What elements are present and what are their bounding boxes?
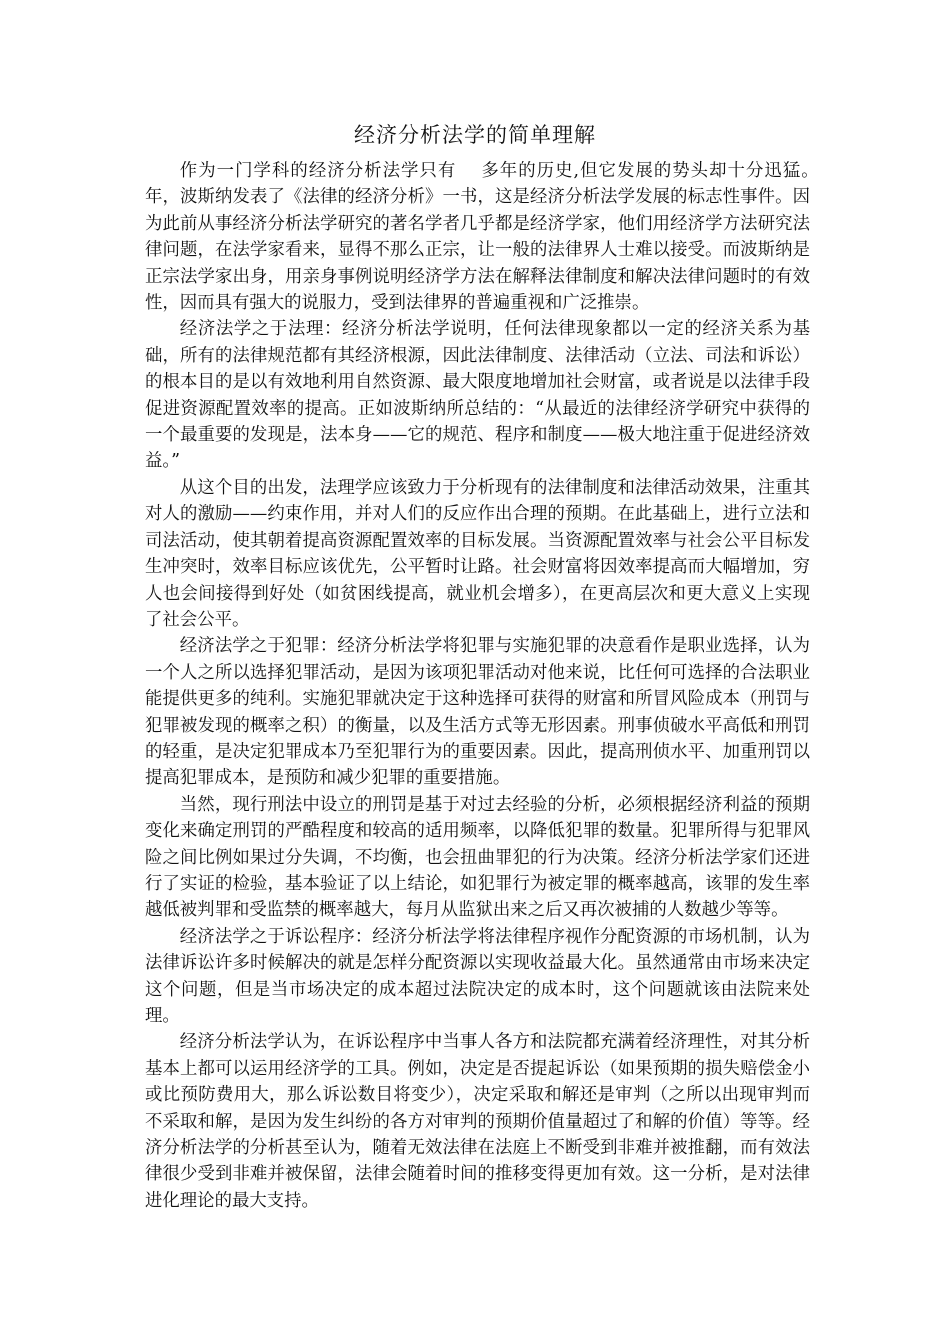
paragraph-efficiency-goal: 从这个目的出发，法理学应该致力于分析现有的法律制度和法律活动效果，注重其对人的激励——约束作用，并对人们的反应作出合理的预期。在此基础上，进行立法和司法活动，使其朝着提高资源配置效率的目标发展。当资源配置效率与社会公平目标发生冲突时，效率目标应该优先，公平暂时让路。社会财富将因效率提高而大幅增加，穷人也会间接得到好处（如贫困线提高，就业机会增多），在更高层次和更大意义上实现了社会公平。 xyxy=(145,477,810,630)
paragraph-conclusion: 经济分析法学认为，在诉讼程序中当事人各方和法院都充满着经济理性，对其分析基本上都可以运用经济学的工具。例如，决定是否提起诉讼（如果预期的损失赔偿金小或比预防费用大，那么诉讼数目将变少），决定采取和解还是审判（之所以出现审判而不采取和解，是因为发生纠纷的各方对审判的预期价值量超过了和解的价值）等等。经济分析法学的分析甚至认为，随着无效法律在法庭上不断受到非难并被推翻，而有效法律很少受到非难并被保留，法律会随着时间的推移变得更加有效。这一分析，是对法律进化理论的最大支持。 xyxy=(145,1032,810,1211)
paragraph-jurisprudence: 经济法学之于法理：经济分析法学说明，任何法律现象都以一定的经济关系为基础，所有的法律规范都有其经济根源，因此法律制度、法律活动（立法、司法和诉讼）的根本目的是以有效地利用自然资源、最大限度地增加社会财富，或者说是以法律手段促进资源配置效率的提高。正如波斯纳所总结的：“从最近的法律经济学研究中获得的一个最重要的发现是，法本身——它的规范、程序和制度——极大地注重于促进经济效益。” xyxy=(145,319,810,472)
paragraph-intro: 作为一门学科的经济分析法学只有 多年的历史,但它发展的势头却十分迅猛。 年，波斯纳发表了《法律的经济分析》一书，这是经济分析法学发展的标志性事件。因为此前从事经济分析法学研究的著名学者几乎都是经济学家，他们用经济学方法研究法律问题，在法学家看来，显得不那么正宗，让一般的法律界人士难以接受。而波斯纳是正宗法学家出身，用亲身事例说明经济学方法在解释法律制度和解决法律问题时的有效性，因而具有强大的说服力，受到法律界的普遍重视和广泛推崇。 xyxy=(145,161,845,314)
paragraph-crime: 经济法学之于犯罪：经济分析法学将犯罪与实施犯罪的决意看作是职业选择，认为一个人之所以选择犯罪活动，是因为该项犯罪活动对他来说，比任何可选择的合法职业能提供更多的纯利。实施犯罪就决定于这种选择可获得的财富和所冒风险成本（刑罚与犯罪被发现的概率之积）的衡量，以及生活方式等无形因素。刑事侦破水平高低和刑罚的轻重，是决定犯罪成本乃至犯罪行为的重要因素。因此，提高刑侦水平、加重刑罚以提高犯罪成本，是预防和减少犯罪的重要措施。 xyxy=(145,636,810,789)
document-title: 经济分析法学的简单理解 xyxy=(354,123,596,147)
paragraph-penalty: 当然，现行刑法中设立的刑罚是基于对过去经验的分析，必须根据经济利益的预期变化来确定刑罚的严酷程度和较高的适用频率，以降低犯罪的数量。犯罪所得与犯罪风险之间比例如果过分失调，不均衡，也会扭曲罪犯的行为决策。经济分析法学家们还进行了实证的检验，基本验证了以上结论，如犯罪行为被定罪的概率越高，该罪的发生率越低被判罪和受监禁的概率越大，每月从监狱出来之后又再次被捕的人数越少等等。 xyxy=(145,794,810,921)
document-body xyxy=(145,158,845,1214)
paragraph-litigation: 经济法学之于诉讼程序：经济分析法学将法律程序视作分配资源的市场机制，认为法律诉讼许多时候解决的就是怎样分配资源以实现收益最大化。虽然通常由市场来决定这个问题，但是当市场决定的成本超过法院决定的成本时，这个问题就该由法院来处理。 xyxy=(145,926,810,1026)
